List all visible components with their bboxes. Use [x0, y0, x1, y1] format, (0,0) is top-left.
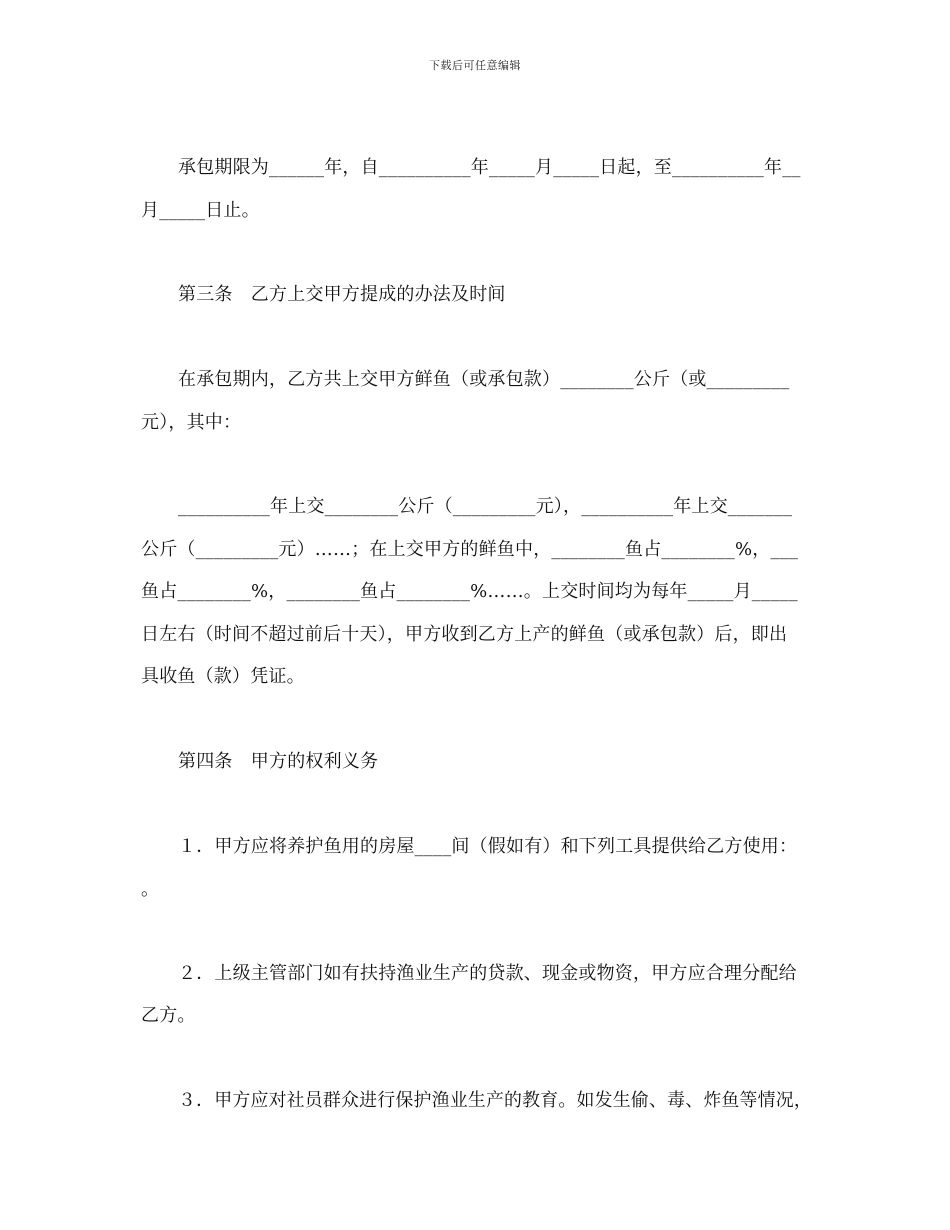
article-4-item-2-line-1: ２．上级主管部门如有扶持渔业生产的贷款、现金或物资，甲方应合理分配给	[178, 963, 797, 984]
article-3-para-2-line-4: 日左右（时间不超过前后十天），甲方收到乙方上产的鲜鱼（或承包款）后，即出	[141, 624, 788, 645]
header-note: 下载后可任意编辑	[429, 59, 521, 72]
article-4-item-3-line-1: ３．甲方应对社员群众进行保护渔业生产的教育。如发生偷、毒、炸鱼等情况，	[178, 1090, 813, 1111]
article-4-heading: 第四条 甲方的权利义务	[178, 751, 379, 772]
article-3-para-2-line-1: __________年上交________公斤（_________元），__________年上交_______	[178, 496, 793, 517]
article-4-item-1-line-1: １．甲方应将养护鱼用的房屋____间（假如有）和下列工具提供给乙方使用：	[178, 836, 798, 857]
article-4-item-2-line-2: 乙方。	[141, 1005, 196, 1026]
article-3-para-1-line-2: 元），其中：	[141, 412, 242, 433]
term-line-1: 承包期限为______年，自__________年_____月_____日起，至__________年__	[178, 157, 801, 178]
term-line-2: 月_____日止。	[141, 200, 260, 221]
article-3-para-2-line-3: 鱼占________%，________鱼占________%……。上交时间均为每年_____月_____	[141, 581, 798, 602]
article-3-para-2-line-2: 公斤（_________元）……；在上交甲方的鲜鱼中，________鱼占________%，___	[141, 539, 799, 560]
article-3-heading: 第三条 乙方上交甲方提成的办法及时间	[178, 284, 506, 305]
article-3-para-1-line-1: 在承包期内，乙方共上交甲方鲜鱼（或承包款）________公斤（或_________	[178, 369, 790, 390]
article-4-item-1-line-2: 。	[141, 879, 160, 900]
article-3-para-2-line-5: 具收鱼（款）凭证。	[141, 666, 305, 687]
